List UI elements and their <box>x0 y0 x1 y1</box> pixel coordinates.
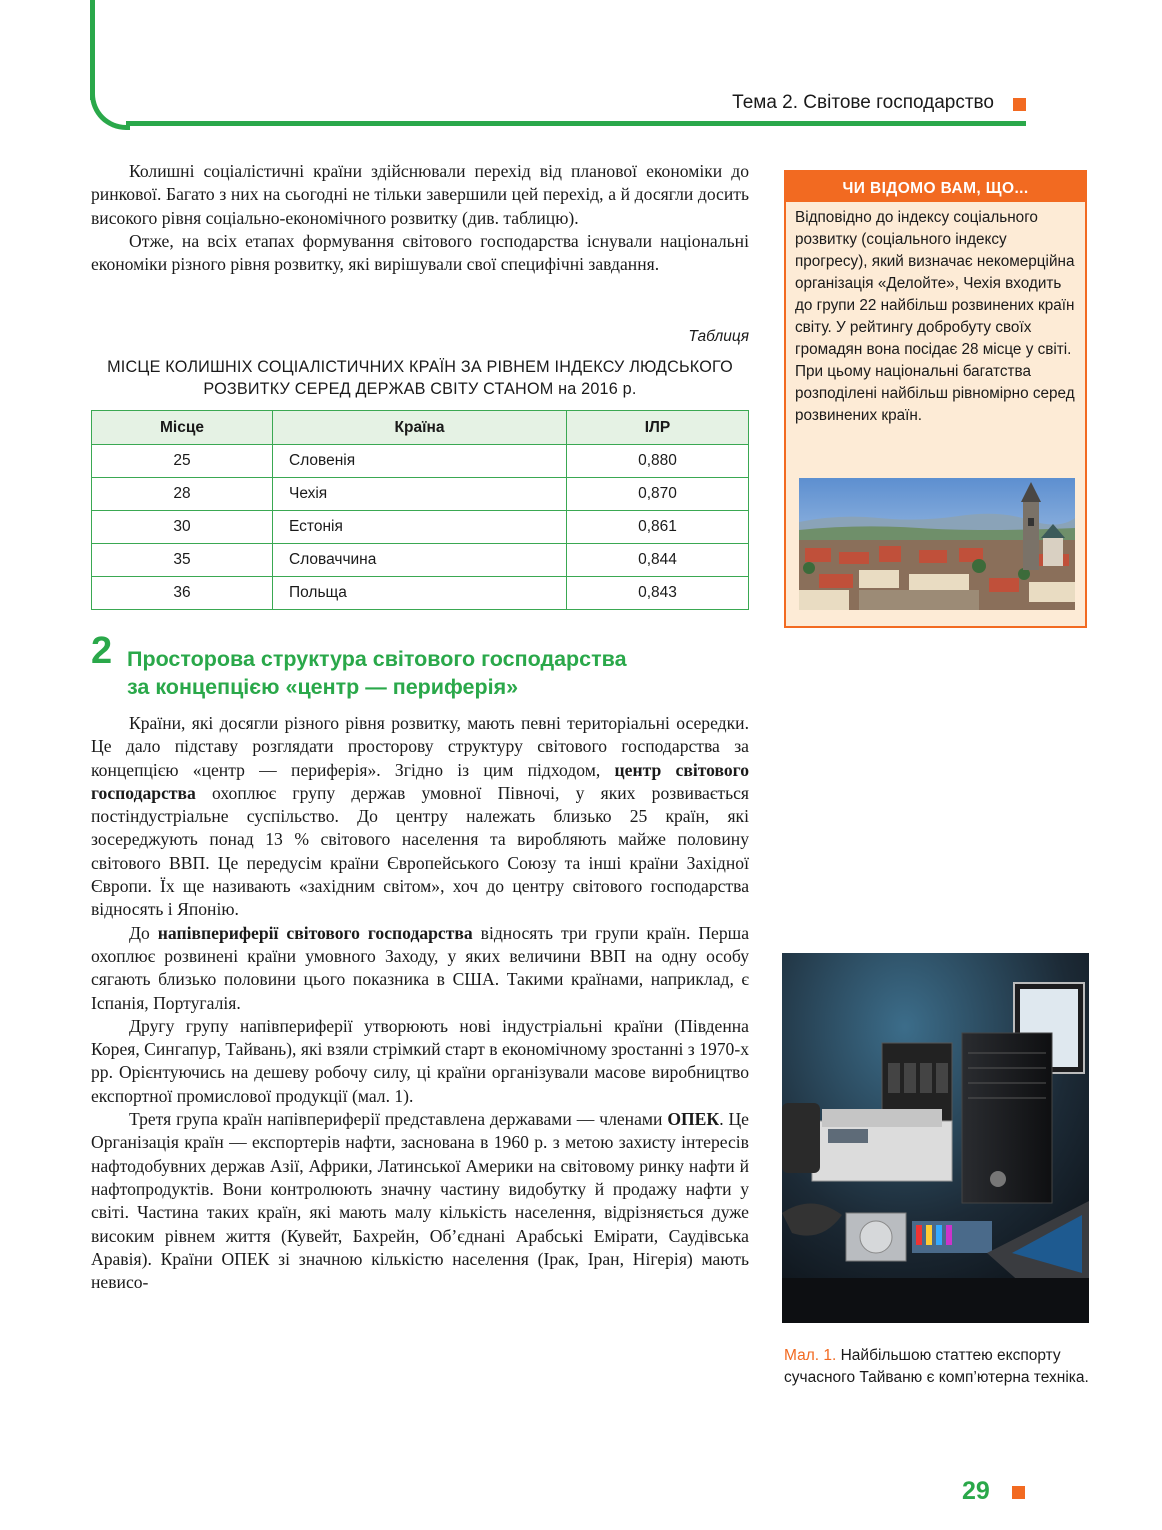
table-cell-place: 30 <box>92 511 273 544</box>
table-cell-place: 25 <box>92 445 273 478</box>
body-paragraph-4 <box>91 1108 749 1294</box>
body-p2-text-b: відносять три групи країн. Перша охоплює розвинені країни умовного Заходу, у яких величини ВВП на одну особу сягають близько половини цього показника в США. Такими країнами, наприклад, є Іспанія, Португалія. <box>91 922 750 1013</box>
table-cell-country: Словаччина <box>273 544 567 577</box>
footer-orange-square-icon <box>1012 1486 1025 1499</box>
running-header: Тема 2. Світове господарство <box>732 92 994 113</box>
body-p4-text-a: Третя група країн напівпериферії представлена державами — членами <box>129 1109 668 1130</box>
main-body-text <box>91 712 749 1294</box>
body-p2-text-a: До <box>129 922 158 943</box>
table-cell-country: Словенія <box>273 445 567 478</box>
term-opec: ОПЕК <box>667 1109 720 1130</box>
figure-caption <box>784 1345 1089 1389</box>
table-cell-country: Чехія <box>273 478 567 511</box>
section-number: 2 <box>91 630 113 672</box>
body-p1-text-a: Країни, які досягли різного рівня розвитку, мають певні територіальні осередки. Це дало підставу розглядати просторову структуру світового господарства за концепцією «центр — периферія». Згідно із цим підходом, <box>91 713 749 780</box>
figure-caption-text: Найбільшою статтею експорту сучасного Тайваню є комп’ютерна техніка. <box>784 1347 1089 1386</box>
hdi-table <box>91 410 749 610</box>
section-title-line-2: за концепцією «центр — периферія» <box>127 675 519 699</box>
computer-hardware-photo <box>782 953 1089 1323</box>
intro-paragraph-2: Отже, на всіх етапах формування світового господарства існували національні економіки різного рівня розвитку, які вирішували свої специфічні завдання. <box>91 230 749 275</box>
table-row <box>92 544 749 577</box>
did-you-know-heading: ЧИ ВІДОМО ВАМ, ЩО... <box>786 172 1085 202</box>
did-you-know-box <box>784 170 1087 628</box>
page-frame-horizontal-line <box>126 121 1026 126</box>
table-cell-hdi: 0,870 <box>567 478 749 511</box>
table-header-row <box>92 411 749 445</box>
section-title-line-1: Просторова структура світового господарства <box>127 647 627 671</box>
table-cell-country: Польща <box>273 577 567 610</box>
page-frame-vertical-line <box>90 0 95 100</box>
header-orange-square-icon <box>1013 98 1026 111</box>
section-title <box>127 645 627 701</box>
table-cell-country: Естонія <box>273 511 567 544</box>
table-cell-hdi: 0,861 <box>567 511 749 544</box>
table-row <box>92 511 749 544</box>
page-number: 29 <box>962 1477 990 1505</box>
page-frame-corner <box>90 90 130 130</box>
table-cell-place: 36 <box>92 577 273 610</box>
term-center: центр світового господарства <box>91 759 750 803</box>
intro-text <box>91 160 749 276</box>
table-cell-place: 35 <box>92 544 273 577</box>
figure-label: Мал. 1. <box>784 1347 837 1364</box>
table-cell-hdi: 0,880 <box>567 445 749 478</box>
intro-paragraph-1: Колишні соціалістичні країни здійснювали перехід від планової економіки до ринкової. Багато з них на сьогодні не тільки завершили цей перехід, а й досягли досить високого рівня соціально-економічного розвитку (див. таблицю). <box>91 161 749 228</box>
table-title: МІСЦЕ КОЛИШНІХ СОЦІАЛІСТИЧНИХ КРАЇН ЗА РІВНЕМ ІНДЕКСУ ЛЮДСЬКОГО РОЗВИТКУ СЕРЕД ДЕРЖАВ СВІТУ СТАНОМ на 2016 р. <box>107 358 733 398</box>
table-cell-hdi: 0,843 <box>567 577 749 610</box>
table-cell-place: 28 <box>92 478 273 511</box>
did-you-know-text: Відповідно до індексу соціального розвитку (соціального індексу прогресу), який визначає некомерційна організація «Делойте», Чехія входить до групи 22 найбільш розвинених країн світу. У рейтингу добробуту своїх громадян вона посідає 28 місце у світі. При цьому національні багатства розподілені найбільш рівномірно серед розвинених країн. <box>795 209 1075 424</box>
table-label: Таблиця <box>688 328 749 345</box>
table-row <box>92 445 749 478</box>
body-paragraph-2 <box>91 922 749 1015</box>
body-p1-text-b: охоплює групу держав умовної Півночі, у яких розвивається постіндустріальне суспільство. До центру належать близько 25 країн, які зосереджують понад 13 % світового населення та виробляють майже половину світового ВВП. Це передусім країни Європейського Союзу та інші країни Західної Європи. Їх ще називають «західним світом», хоч до центру світового господарства відносять і Японію. <box>91 782 749 920</box>
table-header-place: Місце <box>92 411 273 445</box>
term-semiperiphery: напівпериферії світового господарства <box>157 922 473 943</box>
table-header-hdi: ІЛР <box>567 411 749 445</box>
table-header-country: Країна <box>273 411 567 445</box>
table-row <box>92 577 749 610</box>
body-p4-text-b: . Це Організація країн — експортерів нафти, заснована в 1960 р. з метою захисту інтересів нафтодобувних держав Азії, Африки, Латинської Америки на світовому ринку нафти й нафтопродуктів. Вони контролюють значну частину видобутку й продажу нафти у світі. Частина таких країн, які мають малу кількість населення, відрізняється дуже високим рівнем життя (Кувейт, Бахрейн, Об’єднані Арабські Емірати, Саудівська Аравія). Країни ОПЕК зі значною кількістю населення (Ірак, Іран, Нігерія) мають невисо- <box>91 1109 749 1293</box>
body-paragraph-3: Другу групу напівпериферії утворюють нові індустріальні країни (Південна Корея, Сингапур, Тайвань), які взяли стрімкий старт в економічному зростанні з 1970-х рр. Орієнтуючись на дешеву робочу силу, ці країни організували масове виробництво експортної промислової продукції (мал. 1). <box>91 1015 749 1106</box>
table-cell-hdi: 0,844 <box>567 544 749 577</box>
table-row <box>92 478 749 511</box>
town-photo <box>799 478 1075 610</box>
body-paragraph-1 <box>91 712 749 922</box>
